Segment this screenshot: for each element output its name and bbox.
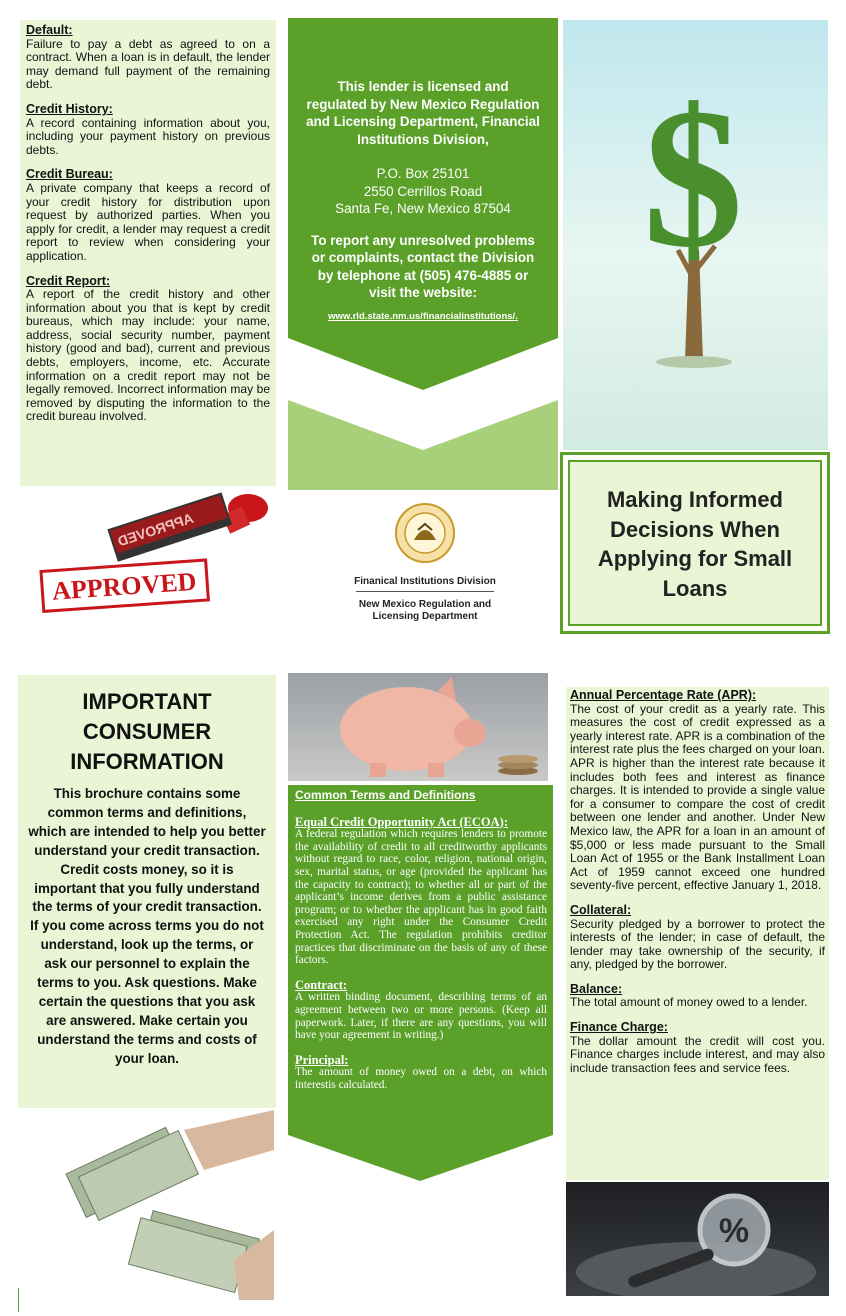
common-terms-heading: Common Terms and Definitions: [295, 788, 476, 802]
glossary-entry: [570, 983, 825, 1010]
magnifier-image: [566, 1182, 829, 1296]
money-tree-image: [563, 20, 828, 450]
consumer-info-panel: [18, 675, 276, 1108]
glossary-term: Credit History:: [26, 101, 113, 116]
licensed-statement: This lender is licensed and regulated by New Mexico Regulation and Licensing Department, Financial Institutions Division,: [306, 79, 540, 147]
glossary-term: Annual Percentage Rate (APR):: [570, 688, 757, 702]
glossary-def: A federal regulation which requires lenders to promote the availability of credit to all creditworthy applicants without regard to race, color, religion, national origin, sex, marital status, or age (provided the applicant has the capacity to contract); to whether all or part of the applicant’s income derives from a public assistance program; or to whether the applicant has in good faith exercised any right under the Consumer Credit Protection Act. The regulation prohibits creditor practices that discriminate on the basis of any of these factors.: [295, 828, 547, 967]
glossary-entry: [26, 103, 270, 157]
glossary-term: Balance:: [570, 981, 623, 996]
glossary-term: Contract:: [295, 977, 348, 992]
address-line: P.O. Box 25101: [376, 166, 470, 181]
divider-line: [356, 591, 494, 592]
glossary-def: A report of the credit history and other information about you that is kept by credit bureaus, which may include: your name, address, social security number, payment history (good and bad), current and previous debts, employers, income, etc. Accurate information on a credit report may not be legally removed. Incorrect information may be removed by disputing the information to the credit bureau involved.: [26, 287, 270, 424]
department-name: New Mexico Regulation and Licensing Department: [358, 599, 492, 622]
website-link[interactable]: www.rld.state.nm.us/financialinstitutions/.: [328, 310, 518, 322]
contact-panel: [288, 18, 558, 490]
seal-icon: [394, 502, 456, 564]
money-tree-icon: [563, 20, 828, 450]
stamp-handle-text: APPROVED: [115, 509, 196, 550]
glossary-entry: [570, 904, 825, 972]
approved-stamp-image: [20, 488, 276, 626]
address-line: 2550 Cerrillos Road: [363, 183, 483, 199]
glossary-term: Equal Credit Opportunity Act (ECOA):: [295, 814, 508, 829]
glossary-term: Principal:: [295, 1052, 349, 1067]
glossary-entry: [570, 689, 825, 893]
glossary-entry: [26, 24, 270, 92]
glossary-entry: [26, 168, 270, 263]
glossary-def: The dollar amount the credit will cost you. Finance charges include interest, and may also include transaction fees and service fees.: [570, 1033, 825, 1075]
glossary-term: Credit Report:: [26, 273, 111, 288]
glossary-term: Credit Bureau:: [26, 167, 113, 182]
glossary-entry: [26, 275, 270, 425]
stamp-icon: [20, 488, 276, 626]
glossary-panel-bottom-right: [566, 687, 829, 1180]
piggy-bank-image: [288, 673, 548, 781]
state-seal: [394, 502, 456, 564]
common-terms-panel: [288, 785, 553, 1181]
glossary-def: A record containing information about you, including your payment history on previous debts.: [26, 115, 270, 157]
percent-icon: %: [718, 1212, 750, 1250]
glossary-panel-top-left: [20, 20, 276, 486]
title-box: [560, 452, 830, 634]
brochure-title: Making Informed Decisions When Applying for Small Loans: [597, 487, 793, 601]
dollar-sign-icon: $: [643, 68, 743, 289]
glossary-term: Finance Charge:: [570, 1020, 668, 1035]
division-name: Finanical Institutions Division: [354, 576, 496, 587]
glossary-def: A written binding document, describing terms of an agreement between two or more persons. (Keep all paperwork. Later, if there are any questions, you will have your agreement in writing.): [295, 991, 547, 1042]
consumer-info-body: This brochure contains some common terms and definitions, which are intended to help you better understand your credit transaction. Credit costs money, so it is important that you fully understand the terms of your credit transaction. If you come across terms you do not understand, look up the terms, or ask our personnel to explain the terms to you. Ask questions. Make certain the questions that you ask are answered. Make certain you understand the terms and costs of your loan.: [28, 786, 266, 1066]
glossary-entry: [570, 1021, 825, 1075]
glossary-def: The cost of your credit as a yearly rate. This measures the cost of credit expressed as a yearly interest rate. APR is a combination of the interest rate plus the fees charged on your loan. APR is higher than the interest rate because it includes both fees and interest as finance charges. It is intended to provide a single value for a consumer to compare the cost of credit between one lender and another. Under New Mexico law, the APR for a loan in an amount of $5,000 or less made pursuant to the Small Loan Act of 1955 or the Bank Installment Loan Act of 1959 cannot exceed one hundred seventy-five percent, effective January 1, 2018.: [570, 701, 825, 893]
glossary-term: Default:: [26, 23, 73, 37]
money-hands-image: [34, 1110, 274, 1300]
address-line: Santa Fe, New Mexico 87504: [335, 201, 511, 216]
glossary-def: A private company that keeps a record of your credit history for distribution upon request by authorized parties. When you apply for credit, a lender may request a credit report to review when considering your application.: [26, 180, 270, 263]
cash-icon: [34, 1110, 274, 1300]
glossary-def: Failure to pay a debt as agreed to on a contract. When a loan is in default, the lender may demand full payment of the remaining debt.: [26, 36, 270, 92]
complaint-statement: To report any unresolved problems or complaints, contact the Division by telephone at (505) 476-4885 or visit the website:: [311, 232, 535, 300]
glossary-def: The amount of money owed on a debt, on which interestis calculated.: [295, 1066, 547, 1091]
consumer-info-heading: IMPORTANT CONSUMER INFORMATION: [70, 689, 224, 774]
glossary-def: The total amount of money owed to a lender.: [570, 995, 808, 1010]
piggy-bank-icon: [288, 673, 548, 781]
glossary-term: Collateral:: [570, 902, 632, 917]
left-edge-rule: [18, 1288, 19, 1312]
magnifying-glass-icon: [566, 1182, 829, 1296]
approved-imprint-text: APPROVED: [51, 566, 198, 606]
glossary-def: Security pledged by a borrower to protect the interests of the lender; in case of default, the lender may take ownership of the security, if any, pledged by the borrower.: [570, 916, 825, 972]
